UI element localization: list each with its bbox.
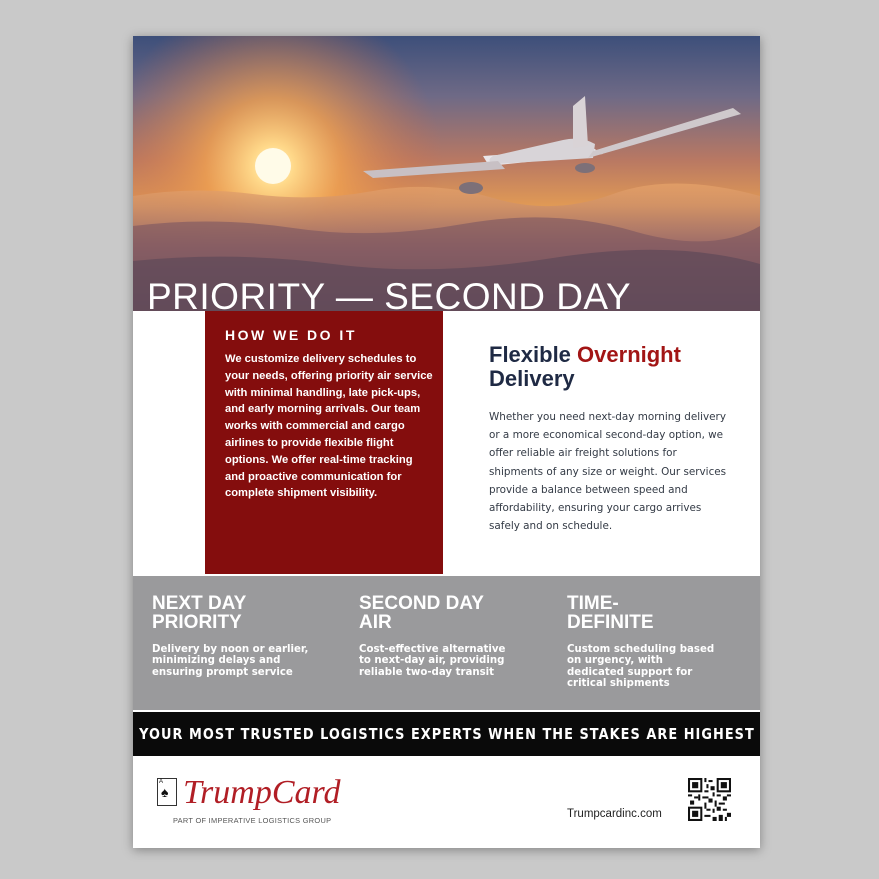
flexible-title-part1: Flexible — [489, 342, 578, 367]
tagline-text: YOUR MOST TRUSTED LOGISTICS EXPERTS WHEN THE STAKES ARE HIGHEST — [138, 725, 755, 743]
logo-wordmark: TrumpCard — [183, 774, 341, 811]
service-desc: Delivery by noon or earlier, minimizing delays and ensuring prompt service — [152, 644, 309, 678]
how-we-do-it-box — [205, 311, 443, 574]
service-title: TIME- DEFINITE — [567, 593, 654, 633]
how-we-do-it-text: We customize delivery schedules to your needs, offering priority air service with minimal handling, late pick-ups, and early morning arrivals. Our team works with commercial and cargo airlines to provide flexible flight options. We offer real-time tracking and proactive communication for complete shipment visibility. — [225, 353, 433, 500]
service-title: SECOND DAY AIR — [359, 593, 484, 633]
sunset-airplane-illustration — [133, 36, 760, 311]
company-logo — [157, 774, 387, 834]
logo-subtitle: PART OF IMPERATIVE LOGISTICS GROUP — [173, 816, 332, 825]
service-second-day-air — [359, 594, 549, 678]
service-desc: Cost-effective alternative to next-day air, providing reliable two-day transit — [359, 644, 506, 678]
flyer-page — [133, 36, 760, 848]
flexible-delivery-text: Whether you need next-day morning delivery or a more economical second-day option, we offer reliable air freight solutions for shipments of any size or weight. Our services provide a balance between speed and affordability, ensuring your cargo arrives safely and on schedule. — [489, 411, 727, 533]
service-time-definite — [567, 594, 752, 690]
flexible-title-accent: Overnight — [577, 342, 681, 367]
how-we-do-it-heading: HOW WE DO IT — [225, 327, 357, 343]
service-desc: Custom scheduling based on urgency, with dedicated support for critical shipments — [567, 644, 715, 690]
page-title: PRIORITY — SECOND DAY — [147, 276, 632, 311]
service-next-day-priority — [152, 594, 342, 678]
hero-image — [133, 36, 760, 311]
tagline-banner — [133, 712, 760, 756]
website-link[interactable]: Trumpcardinc.com — [567, 808, 662, 820]
qr-code-icon[interactable] — [688, 778, 731, 821]
service-title: NEXT DAY PRIORITY — [152, 593, 247, 633]
flexible-delivery-heading — [489, 343, 749, 391]
flexible-title-part2: Delivery — [489, 366, 575, 391]
playing-card-icon: A ♠ — [157, 778, 177, 806]
services-band — [133, 576, 760, 710]
